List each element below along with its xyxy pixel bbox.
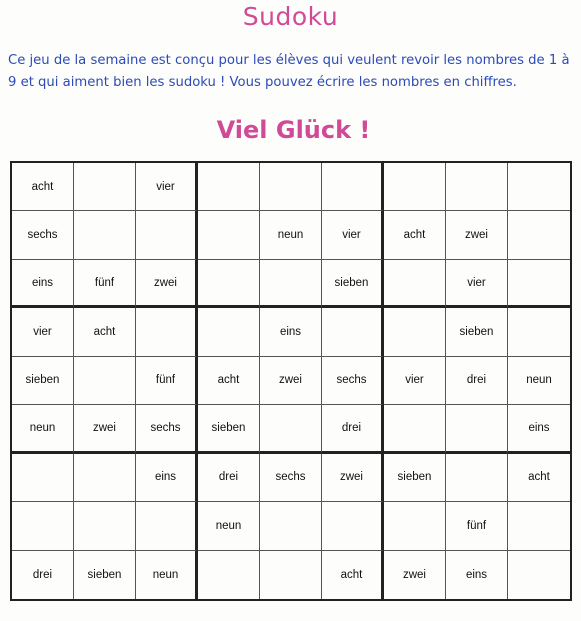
sudoku-cell-r7-c2[interactable] [74, 454, 136, 502]
sudoku-cell-r4-c5[interactable]: eins [260, 308, 322, 356]
sudoku-cell-r7-c5[interactable]: sechs [260, 454, 322, 502]
sudoku-cell-r8-c9[interactable] [508, 502, 570, 550]
intro-text: Ce jeu de la semaine est conçu pour les élèves qui veulent revoir les nombres de 1 à 9 et qui aiment bien les sudoku ! Vous pouvez écrire les nombres en chiffres. [8, 53, 570, 90]
sudoku-cell-r4-c3[interactable] [136, 308, 198, 356]
sudoku-cell-r8-c1[interactable] [12, 502, 74, 550]
sudoku-cell-r4-c2[interactable]: acht [74, 308, 136, 356]
sudoku-cell-r1-c7[interactable] [384, 163, 446, 211]
sudoku-cell-r8-c3[interactable] [136, 502, 198, 550]
sudoku-cell-r6-c9[interactable]: eins [508, 405, 570, 453]
sudoku-cell-r3-c5[interactable] [260, 260, 322, 308]
sudoku-cell-r7-c4[interactable]: drei [198, 454, 260, 502]
sudoku-cell-r2-c8[interactable]: zwei [446, 211, 508, 259]
sudoku-cell-r1-c8[interactable] [446, 163, 508, 211]
sudoku-cell-r5-c1[interactable]: sieben [12, 357, 74, 405]
sudoku-cell-r3-c7[interactable] [384, 260, 446, 308]
sudoku-cell-r9-c7[interactable]: zwei [384, 551, 446, 599]
sudoku-cell-r8-c5[interactable] [260, 502, 322, 550]
sudoku-cell-r4-c1[interactable]: vier [12, 308, 74, 356]
sudoku-cell-r5-c8[interactable]: drei [446, 357, 508, 405]
sudoku-cell-r2-c4[interactable] [198, 211, 260, 259]
sudoku-cell-r4-c8[interactable]: sieben [446, 308, 508, 356]
sudoku-cell-r3-c4[interactable] [198, 260, 260, 308]
sudoku-cell-r6-c8[interactable] [446, 405, 508, 453]
sudoku-cell-r8-c4[interactable]: neun [198, 502, 260, 550]
sudoku-cell-r3-c1[interactable]: eins [12, 260, 74, 308]
sudoku-cell-r7-c8[interactable] [446, 454, 508, 502]
sudoku-cell-r6-c2[interactable]: zwei [74, 405, 136, 453]
page-title: Sudoku [242, 2, 339, 31]
sudoku-cell-r9-c1[interactable]: drei [12, 551, 74, 599]
sudoku-cell-r4-c7[interactable] [384, 308, 446, 356]
sudoku-cell-r8-c8[interactable]: fünf [446, 502, 508, 550]
sudoku-cell-r2-c5[interactable]: neun [260, 211, 322, 259]
sudoku-cell-r5-c2[interactable] [74, 357, 136, 405]
sudoku-cell-r4-c9[interactable] [508, 308, 570, 356]
sudoku-cell-r3-c3[interactable]: zwei [136, 260, 198, 308]
sudoku-cell-r9-c6[interactable]: acht [322, 551, 384, 599]
sudoku-cell-r1-c1[interactable]: acht [12, 163, 74, 211]
sudoku-cell-r3-c9[interactable] [508, 260, 570, 308]
sudoku-cell-r9-c8[interactable]: eins [446, 551, 508, 599]
sudoku-cell-r2-c9[interactable] [508, 211, 570, 259]
sudoku-cell-r9-c4[interactable] [198, 551, 260, 599]
sudoku-cell-r9-c9[interactable] [508, 551, 570, 599]
sudoku-cell-r2-c3[interactable] [136, 211, 198, 259]
sudoku-grid [10, 161, 572, 601]
sudoku-cell-r3-c8[interactable]: vier [446, 260, 508, 308]
sudoku-cell-r6-c3[interactable]: sechs [136, 405, 198, 453]
sudoku-cell-r7-c7[interactable]: sieben [384, 454, 446, 502]
sudoku-cell-r5-c3[interactable]: fünf [136, 357, 198, 405]
good-luck-heading: Viel Glück ! [216, 116, 371, 144]
sudoku-cell-r4-c6[interactable] [322, 308, 384, 356]
sudoku-cell-r9-c2[interactable]: sieben [74, 551, 136, 599]
sudoku-cell-r2-c1[interactable]: sechs [12, 211, 74, 259]
sudoku-cell-r8-c6[interactable] [322, 502, 384, 550]
sudoku-cell-r1-c4[interactable] [198, 163, 260, 211]
sudoku-cell-r5-c4[interactable]: acht [198, 357, 260, 405]
sudoku-cell-r7-c9[interactable]: acht [508, 454, 570, 502]
sudoku-cell-r1-c2[interactable] [74, 163, 136, 211]
sudoku-cell-r8-c7[interactable] [384, 502, 446, 550]
sudoku-cell-r7-c3[interactable]: eins [136, 454, 198, 502]
sudoku-cell-r9-c5[interactable] [260, 551, 322, 599]
sudoku-cell-r5-c9[interactable]: neun [508, 357, 570, 405]
sudoku-cell-r5-c5[interactable]: zwei [260, 357, 322, 405]
sudoku-cell-r6-c1[interactable]: neun [12, 405, 74, 453]
sudoku-cell-r1-c3[interactable]: vier [136, 163, 198, 211]
sudoku-cell-r6-c7[interactable] [384, 405, 446, 453]
sudoku-cell-r6-c6[interactable]: drei [322, 405, 384, 453]
sudoku-cell-r3-c6[interactable]: sieben [322, 260, 384, 308]
sudoku-cell-r9-c3[interactable]: neun [136, 551, 198, 599]
sudoku-cell-r1-c6[interactable] [322, 163, 384, 211]
sudoku-cell-r6-c4[interactable]: sieben [198, 405, 260, 453]
sudoku-cell-r1-c9[interactable] [508, 163, 570, 211]
sudoku-cell-r1-c5[interactable] [260, 163, 322, 211]
sudoku-cell-r2-c6[interactable]: vier [322, 211, 384, 259]
sudoku-cell-r8-c2[interactable] [74, 502, 136, 550]
sudoku-cell-r7-c6[interactable]: zwei [322, 454, 384, 502]
sudoku-cell-r2-c7[interactable]: acht [384, 211, 446, 259]
sudoku-cell-r2-c2[interactable] [74, 211, 136, 259]
sudoku-cell-r4-c4[interactable] [198, 308, 260, 356]
sudoku-cell-r5-c7[interactable]: vier [384, 357, 446, 405]
sudoku-cell-r7-c1[interactable] [12, 454, 74, 502]
sudoku-cell-r6-c5[interactable] [260, 405, 322, 453]
sudoku-cell-r5-c6[interactable]: sechs [322, 357, 384, 405]
sudoku-cell-r3-c2[interactable]: fünf [74, 260, 136, 308]
